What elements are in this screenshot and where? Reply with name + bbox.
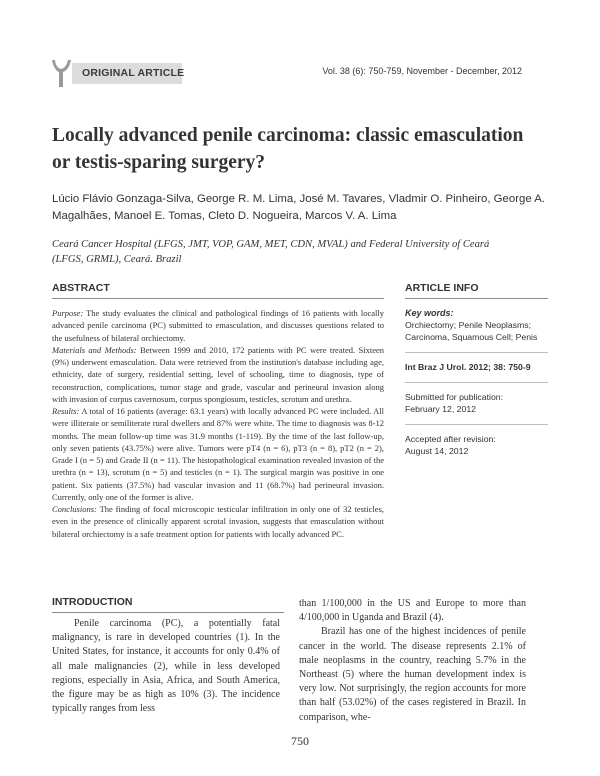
introduction-column-left xyxy=(52,617,280,716)
article-title xyxy=(52,122,552,176)
introduction-column-right xyxy=(299,597,526,725)
accepted-date: August 14, 2012 xyxy=(405,446,469,456)
article-info-heading: ARTICLE INFO xyxy=(405,282,479,294)
journal-reference: Int Braz J Urol. 2012; 38: 750-9 xyxy=(405,362,531,372)
accepted-label: Accepted after revision: xyxy=(405,434,496,444)
introduction-divider xyxy=(52,612,284,613)
authors-line-2: Magalhães, Manoel E. Tomas, Cleto D. Nogueira, Marcos V. A. Lima xyxy=(52,210,397,222)
introduction-paragraph-2: Brazil has one of the highest incidences of penile cancer in the world. The disease represents 2.1% of male neoplasms in the country, reaching 5.7% in the Northeast (5) where the human development index is very low. Not surprisingly, the region accounts for more than half (53.02%) of the cases registered in Brazil. In comparison, whe- xyxy=(299,626,526,723)
affiliation xyxy=(52,237,552,267)
results-label: Results: xyxy=(52,406,80,416)
article-info-divider xyxy=(405,298,548,299)
title-line-1: Locally advanced penile carcinoma: classic emasculation xyxy=(52,125,524,146)
info-divider xyxy=(405,352,548,353)
abstract-heading: ABSTRACT xyxy=(52,282,110,294)
purpose-label: Purpose: xyxy=(52,308,84,318)
abstract-body xyxy=(52,307,384,540)
article-info xyxy=(405,307,548,457)
info-divider xyxy=(405,382,548,383)
keywords: Orchiectomy; Penile Neoplasms; Carcinoma, Squamous Cell; Penis xyxy=(405,320,538,342)
introduction-paragraph-1-continued: than 1/100,000 in the US and Europe to more than 4/100,000 in Uganda and Brazil (4). xyxy=(299,598,526,624)
authors-line-1: Lúcio Flávio Gonzaga-Silva, George R. M. Lima, José M. Tavares, Vladmir O. Pinheiro, George A. xyxy=(52,193,545,205)
abstract-results xyxy=(52,405,384,503)
abstract-purpose xyxy=(52,307,384,344)
abstract-methods xyxy=(52,344,384,405)
author-list xyxy=(52,191,552,225)
submitted-label: Submitted for publication: xyxy=(405,392,504,402)
affiliation-line-1: Ceará Cancer Hospital (LFGS, JMT, VOP, GAM, MET, CDN, MVAL) and Federal University of Ceará xyxy=(52,239,490,250)
section-label: ORIGINAL ARTICLE xyxy=(82,67,185,79)
methods-text: Between 1999 and 2010, 172 patients with PC were treated. Sixteen (9%) underwent emasculation. Data were retrieved from the institution's database including age, ethnicity, date of surgery, residential setting, level of schooling, time to diagnosis, type of reconstruction, complications, tumor stage and grade, vascular and perineural invasion along with invasion of corpus cavernosum, corpus spongiosum, testicles, scrotum and urethra. xyxy=(52,344,384,404)
info-divider xyxy=(405,424,548,425)
keywords-label: Key words: xyxy=(405,308,454,318)
journal-logo-icon xyxy=(50,58,74,88)
page-number: 750 xyxy=(291,734,309,748)
methods-label: Materials and Methods: xyxy=(52,344,137,355)
affiliation-line-2: (LFGS, GRML), Ceará. Brazil xyxy=(52,254,182,265)
purpose-text: The study evaluates the clinical and pathological findings of 16 patients with locally advanced penile carcinoma (PC) submitted to emasculation, and discusses questions related to the usefulness of bilateral orchiectomy. xyxy=(52,308,384,343)
journal-citation: Vol. 38 (6): 750-759, November - December, 2012 xyxy=(322,66,522,76)
introduction-paragraph-1: Penile carcinoma (PC), a potentially fatal malignancy, is rare in developed countries (1). In the United States, for instance, it accounts for only 0.4% of all male malignancies (2), while in less developed regions, especially in Asia, Africa, and South America, the figure may be as high as 10% (3). The incidence typically ranges from less xyxy=(52,618,280,715)
abstract-conclusions xyxy=(52,503,384,540)
title-line-2: or testis-sparing surgery? xyxy=(52,152,266,173)
submitted-date: February 12, 2012 xyxy=(405,404,476,414)
conclusions-label: Conclusions: xyxy=(52,504,97,514)
introduction-heading: INTRODUCTION xyxy=(52,596,133,608)
results-text: A total of 16 patients (average: 63.1 years) with locally advanced PC were included. All were illiterate or semiliterate rural dwellers and 87% were white. The time to diagnosis was 8-12 months. The mean follow-up time was 31.9 months (1-119). By the time of the last follow-up, only seven patients (43.75%) were alive. Tumors were pT4 (n = 6), pT3 (n = 8), pT2 (n = 2), Grade I (n = 5) and Grade II (n = 11). The histopathological examination revealed invasion of the urethra (n = 13), scrotum (n = 5) and testicles (n = 1). The surgical margin was positive in one patient. Six patients (37.5%) had vascular invasion and 11 (68.7%) had perineural invasion. Currently, only one of the former is alive. xyxy=(52,406,384,502)
abstract-divider xyxy=(52,298,384,299)
conclusions-text: The finding of focal microscopic testicular infiltration in only one of 32 testicles, even in the presence of clinically apparent scrotal invasion, suggests that emasculation without bilateral orchiectomy is a safe treatment option for patients with locally advanced PC. xyxy=(52,504,384,539)
